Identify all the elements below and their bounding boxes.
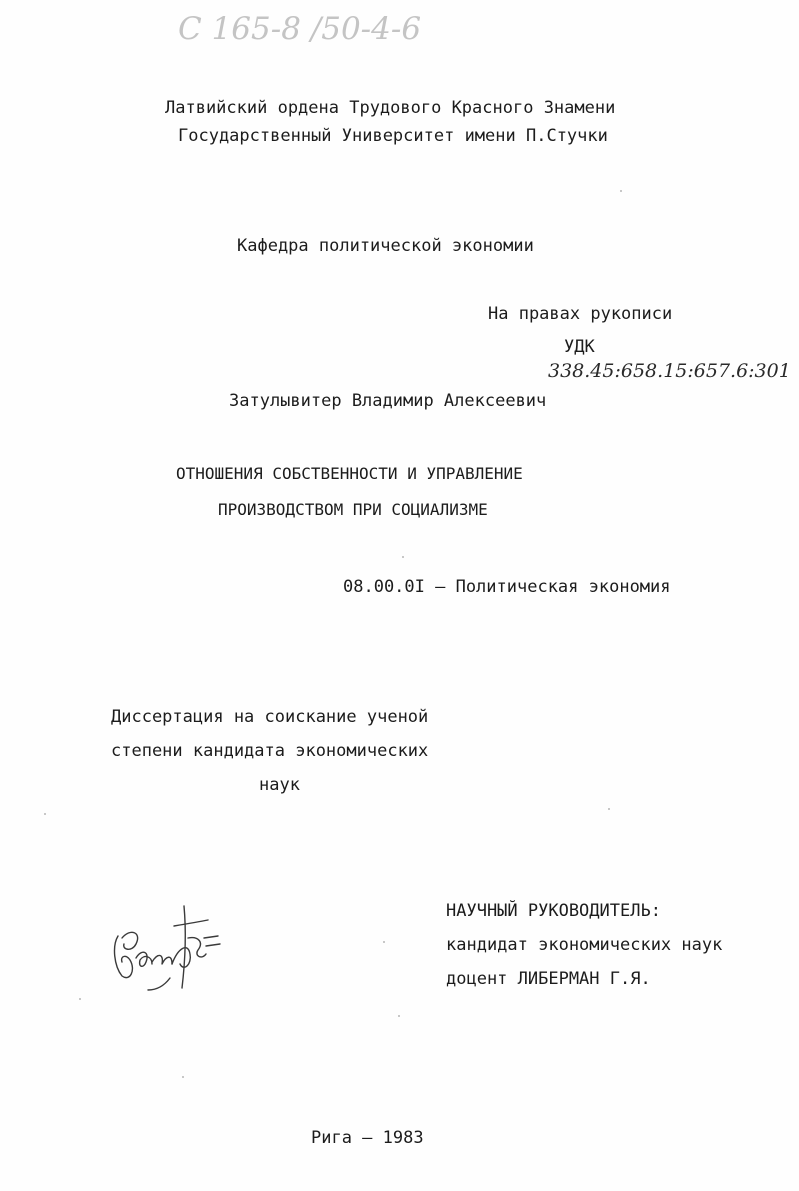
dissertation-line-2: степени кандидата экономических: [111, 741, 429, 761]
supervisor-name: доцент ЛИБЕРМАН Г.Я.: [446, 969, 651, 989]
department-name: Кафедра политической экономии: [237, 236, 534, 256]
paper-speck: [398, 1015, 400, 1017]
paper-speck: [608, 808, 610, 810]
paper-speck: [44, 813, 46, 815]
dissertation-line-3: наук: [259, 775, 300, 795]
specialty-code: 08.00.0I – Политическая экономия: [343, 577, 671, 597]
paper-speck: [79, 998, 81, 1000]
paper-speck: [402, 556, 404, 558]
supervisor-degree: кандидат экономических наук: [446, 935, 723, 955]
paper-speck: [182, 1076, 184, 1078]
udk-code: 338.45:658.15:657.6:301: [548, 360, 791, 382]
paper-speck: [620, 190, 622, 192]
university-line-2: Государственный Университет имени П.Стучки: [178, 126, 608, 146]
title-line-2: ПРОИЗВОДСТВОМ ПРИ СОЦИАЛИЗМЕ: [218, 500, 488, 519]
supervisor-heading: НАУЧНЫЙ РУКОВОДИТЕЛЬ:: [446, 901, 661, 921]
handwritten-signature: [100, 898, 230, 994]
university-line-1: Латвийский ордена Трудового Красного Знамени: [165, 98, 616, 118]
city-year: Рига – 1983: [311, 1128, 424, 1148]
dissertation-line-1: Диссертация на соискание ученой: [111, 707, 429, 727]
archive-stamp-number: С 165-8 /50-4-6: [178, 11, 422, 47]
author-name: Затулывитер Владимир Алексеевич: [229, 391, 547, 411]
title-line-1: ОТНОШЕНИЯ СОБСТВЕННОСТИ И УПРАВЛЕНИЕ: [176, 464, 523, 483]
paper-speck: [383, 941, 385, 943]
manuscript-rights: На правах рукописи: [488, 304, 673, 324]
udk-label: УДК: [564, 337, 595, 357]
